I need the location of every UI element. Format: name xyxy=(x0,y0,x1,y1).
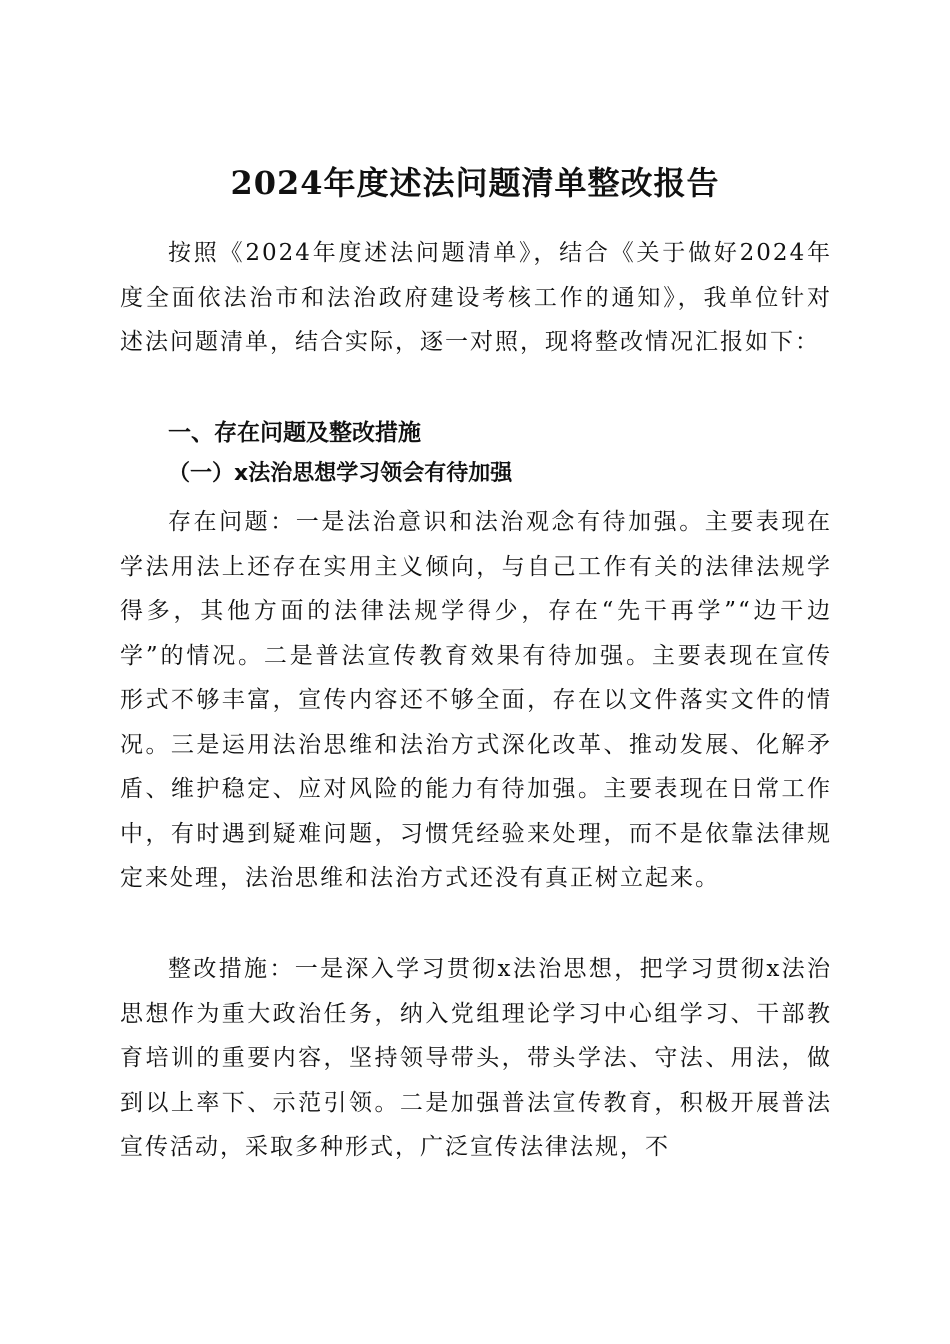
measures-paragraph: 整改措施：一是深入学习贯彻x法治思想，把学习贯彻x法治思想作为重大政治任务，纳入党组理论学习中心组学习、干部教育培训的重要内容，坚持领导带头，带头学法、守法、用法，做到以上率下、示范引领。二是加强普法宣传教育，积极开展普法宣传活动，采取多种形式，广泛宣传法律法规，不 xyxy=(120,956,832,1160)
section-heading: 一、存在问题及整改措施 xyxy=(168,419,421,446)
intro-paragraph: 按照《2024年度述法问题清单》，结合《关于做好2024年度全面依法治市和法治政府建设考核工作的通知》，我单位针对述法问题清单，结合实际，逐一对照，现将整改情况汇报如下： xyxy=(120,240,832,355)
problem-paragraph: 存在问题：一是法治意识和法治观念有待加强。主要表现在学法用法上还存在实用主义倾向，与自己工作有关的法律法规学得多，其他方面的法律法规学得少，存在“先干再学”“边干边学”的情况。二是普法宣传教育效果有待加强。主要表现在宣传形式不够丰富，宣传内容还不够全面，存在以文件落实文件的情况。三是运用法治思维和法治方式深化改革、推动发展、化解矛盾、维护稳定、应对风险的能力有待加强。主要表现在日常工作中，有时遇到疑难问题，习惯凭经验来处理，而不是依靠法律规定来处理，法治思维和法治方式还没有真正树立起来。 xyxy=(120,509,832,891)
subsection-heading: （一）x法治思想学习领会有待加强 xyxy=(168,461,513,486)
document-title: 2024年度述法问题清单整改报告 xyxy=(230,164,720,203)
